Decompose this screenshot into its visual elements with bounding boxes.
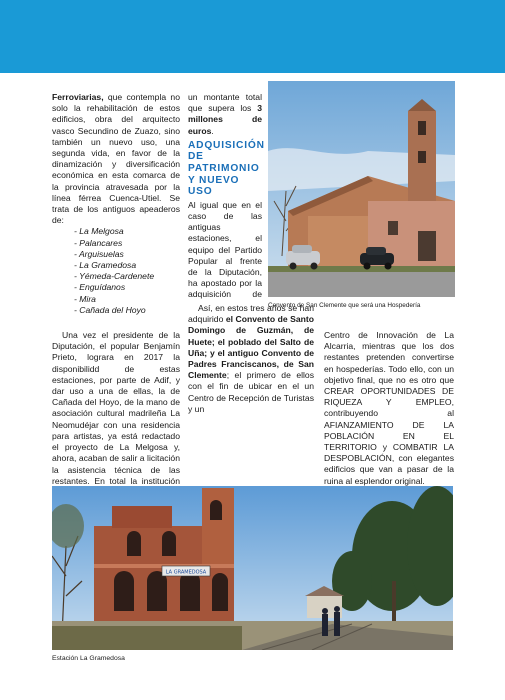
text-column-2-continued [188, 303, 314, 415]
paragraph: Centro de Innovación de La Alcarria, mientras que los dos restantes pretenden convertirse en hospederías. Todo ello, con un objetivo final, que no es otro que CREAR OPORTUNIDADES DE RIQUEZA Y EMPLEO, contribuyendo al AFIANZAMIENTO DE LA POBLACIÓN EN EL TERRITORIO y COMBATIR LA DESPOBLACIÓN, con elegantes edificios que van a pasar de la ruina al esplendor original. [324, 330, 454, 486]
paragraph: un montante total que supera los 3 millones de euros. [188, 92, 262, 136]
paragraph: Así, en estos tres años se han adquirido el Convento de Santo Domingo de Guzmán, de Huete; el poblado del Salto de Uña; y el antiguo Convento de Padres Franciscanos, de San Clemente; el primero de ellos con el fin de ubicar en el un Centro de Recepción de Turistas y un [188, 303, 314, 414]
list-item: - Arguisuelas [74, 249, 180, 260]
text-column-1 [52, 92, 180, 509]
station-photo [52, 486, 453, 650]
station-caption: Estación La Gramedosa [52, 655, 125, 662]
list-item: - La Melgosa [74, 226, 180, 237]
header-band [0, 0, 505, 73]
convent-photo [268, 81, 455, 297]
list-item: - Cañada del Hoyo [74, 305, 180, 316]
text-column-2 [188, 92, 265, 299]
text-column-3 [324, 330, 454, 487]
list-item: - Enguídanos [74, 282, 180, 293]
list-item: - Yémeda-Cardenete [74, 271, 180, 282]
paragraph: Al igual que en el caso de las antiguas estaciones, el equipo del Partido Popular al frente de la Diputación, ha apostado por la adquisición de [188, 199, 262, 299]
convent-caption: Convento de San Clemente que será una Hospedería [268, 302, 421, 309]
section-heading: ADQUISICIÓN DE PATRIMONIO Y NUEVO USO [188, 139, 265, 198]
station-sign-text: LA GRAMEDOSA [165, 569, 207, 576]
paragraph: Ferroviarias, que contempla no solo la rehabilitación de estos edificios, obra del arquitecto vasco Secundino de Zuazo, sino también un nuevo uso, una segunda vida, en favor de la dinamización y diversificación económica en esta comarca de la provincia atravesada por la línea férrea Cuenca-Utiel. Se trata de los antiguos apeaderos de: [52, 92, 180, 226]
list-item: - Palancares [74, 238, 180, 249]
paragraph: Una vez el presidente de la Diputación, el popular Benjamín Prieto, lograra en 2017 la disponibilidd de estas estaciones, por parte de Adif, y dar uso a una de ellas, la de Cañada del Hoyo, de la mano de asociación cultural madrileña La Neomudéjar con una residencia para artistas, ya está redactado el proyecto de La Melgosa y, ahora, acaban de salir a licitación la asistencia técnica de las restantes. En total la institución [52, 330, 180, 486]
list-item: - Mira [74, 294, 180, 305]
list-item: - La Gramedosa [74, 260, 180, 271]
station-list [52, 226, 180, 316]
